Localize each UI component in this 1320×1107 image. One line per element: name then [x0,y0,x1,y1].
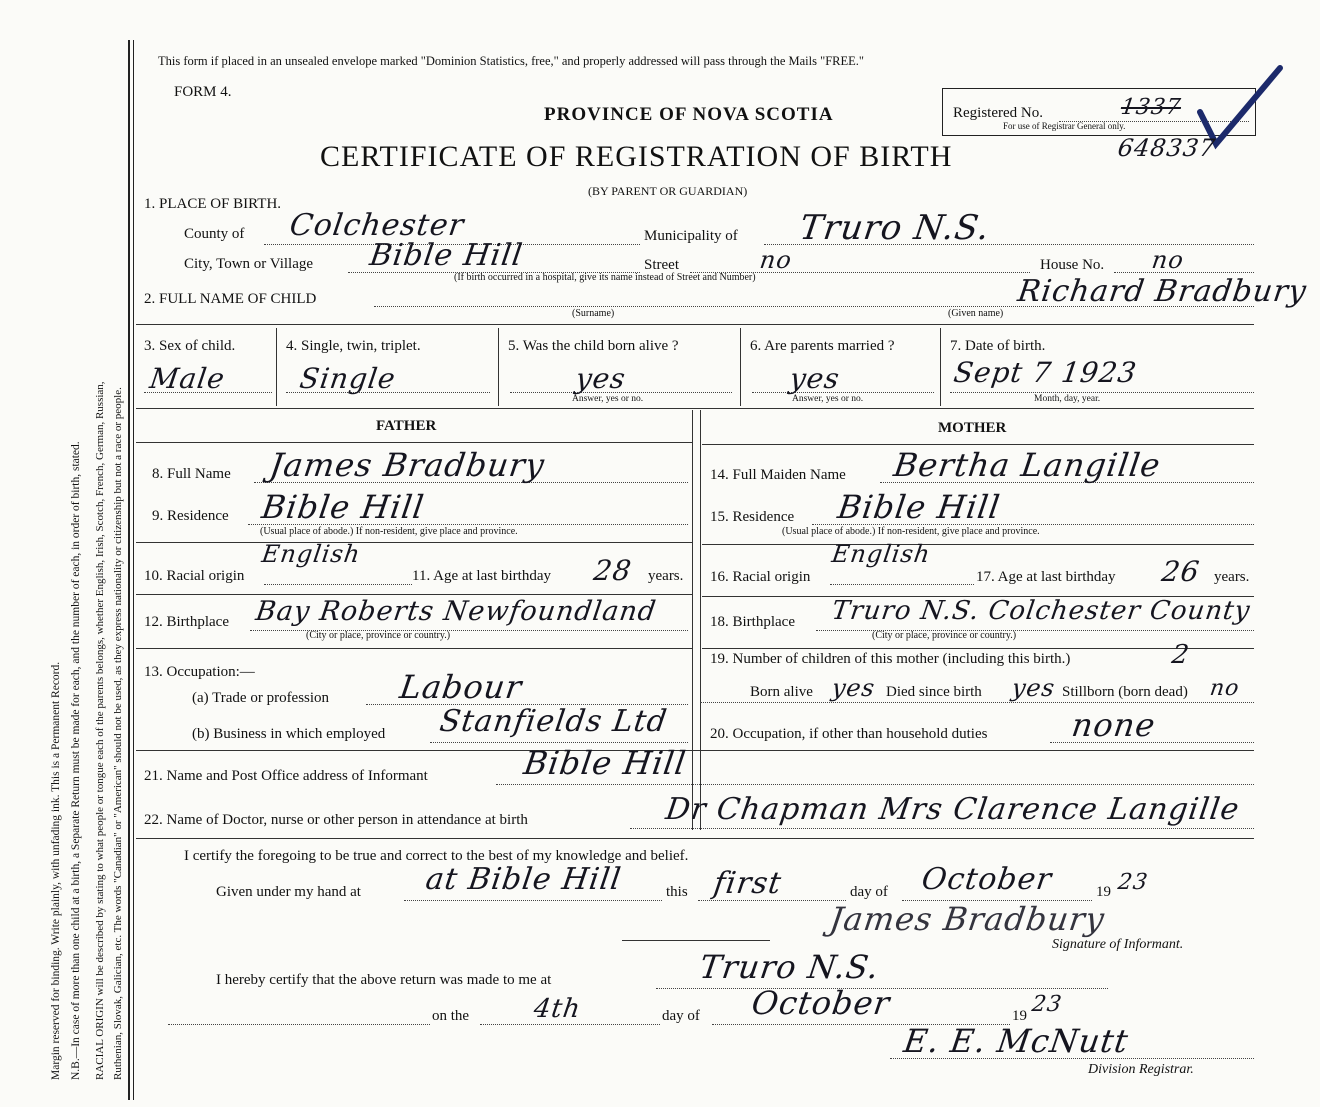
doctor-label: 22. Name of Doctor, nurse or other person in attendance at birth [144,812,528,828]
father-heading: FATHER [376,418,437,434]
informant-signature: James Bradbury [827,900,1108,938]
doctor-value: Dr Chapman Mrs Clarence Langille [663,792,1242,827]
house-no-label: House No. [1040,257,1105,273]
given-year-value: 23 [1116,870,1150,895]
father-business-label: (b) Business in which employed [192,726,386,742]
child-name-value: Richard Bradbury [1015,274,1310,309]
mother-birthplace-value: Truro N.S. Colchester County [829,596,1253,626]
father-trade-value: Labour [397,668,525,706]
date-of-birth-value: Sept 7 1923 [951,356,1140,389]
municipality-value: Truro N.S. [797,208,993,248]
single-twin-label: 4. Single, twin, triplet. [286,338,421,354]
father-occupation-label: 13. Occupation:— [144,664,255,680]
mother-born-alive-label: Born alive [750,684,813,700]
mother-name-value: Bertha Langille [891,446,1164,484]
city-value: Bible Hill [367,238,526,273]
mail-notice: This form if placed in an unsealed envelope marked "Dominion Statistics, free," and properly addressed will pass through the Mails "FREE." [158,54,865,68]
given-day-of-label: day of [850,884,888,900]
date-of-birth-label: 7. Date of birth. [950,338,1046,354]
registrar-day-of-label: day of [662,1008,700,1024]
father-birthplace-label: 12. Birthplace [144,614,229,630]
house-no-value: no [1150,246,1186,274]
registrar-signature: E. E. McNutt [901,1022,1132,1060]
registrar-year-value: 23 [1030,992,1064,1017]
father-residence-label: 9. Residence [152,508,229,524]
father-years-label: years. [648,568,684,584]
this-day-value: first [711,866,784,901]
registered-label: Registered No. [953,105,1043,121]
father-name-value: James Bradbury [267,446,548,484]
place-of-birth-heading: 1. PLACE OF BIRTH. [144,196,282,212]
registered-note: For use of Registrar General only. [1003,121,1126,131]
surname-note: (Surname) [572,308,615,319]
division-registrar-label: Division Registrar. [1088,1062,1194,1077]
parents-married-value: yes [787,362,843,395]
margin-note-racial-origin: RACIAL ORIGIN will be described by stating to what people or tongue each of the parents belongs, whether English, Irish, Scotch, French, German, Russian, [94,381,106,1080]
date-of-birth-note: Month, day, year. [1034,394,1101,404]
child-name-label: 2. FULL NAME OF CHILD [144,291,317,307]
mother-children-value: 2 [1169,640,1192,670]
mother-race-label: 16. Racial origin [710,569,811,585]
mother-occupation-value: none [1069,706,1159,744]
county-value: Colchester [287,208,467,243]
given-month-value: October [919,862,1055,897]
mother-birthplace-label: 18. Birthplace [710,614,795,630]
born-alive-note: Answer, yes or no. [572,394,644,404]
single-twin-value: Single [297,362,398,395]
signature-of-informant-label: Signature of Informant. [1052,937,1184,952]
father-residence-note: (Usual place of abode.) If non-resident, give place and province. [260,526,518,537]
sex-value: Male [147,362,228,395]
mother-died-value: yes [1010,674,1058,702]
street-label: Street [644,257,679,273]
registrar-year-prefix: 19 [1012,1008,1027,1024]
registrar-place-value: Truro N.S. [697,948,882,986]
father-birthplace-note: (City or place, province or country.) [306,630,451,641]
mother-name-label: 14. Full Maiden Name [710,467,846,483]
mother-children-label: 19. Number of children of this mother (including this birth.) [710,651,1071,667]
municipality-label: Municipality of [644,228,738,244]
given-place-value: at Bible Hill [423,862,624,897]
parents-married-note: Answer, yes or no. [792,394,864,404]
mother-born-alive-value: yes [830,674,878,702]
informant-label: 21. Name and Post Office address of Informant [144,768,428,784]
registrar-month-value: October [749,984,893,1022]
father-race-value: English [260,540,363,568]
form-number: FORM 4. [174,84,232,100]
mother-heading: MOTHER [938,420,1007,436]
street-value: no [758,246,794,274]
margin-note-binding: Margin reserved for binding. Write plainly, with unfading ink. This is a Permanent Record. [50,661,62,1080]
born-alive-label: 5. Was the child born alive ? [508,338,679,354]
mother-age-label: 17. Age at last birthday [976,569,1116,585]
mother-stillborn-label: Stillborn (born dead) [1062,684,1188,700]
hospital-note: (If birth occurred in a hospital, give its name instead of Street and Number) [454,272,756,283]
informant-value: Bible Hill [521,744,689,782]
father-business-value: Stanfields Ltd [437,704,670,739]
registrar-day-value: 4th [531,994,583,1024]
mother-race-value: English [830,540,933,568]
mother-occupation-label: 20. Occupation, if other than household duties [710,726,988,742]
mother-residence-value: Bible Hill [835,488,1003,526]
margin-note-multiple-births: N.B.—In case of more than one child at a birth, a Separate Return must be made for each, and the number of each, in order of birth, stated. [70,441,82,1080]
mother-residence-note: (Usual place of abode.) If non-resident, give place and province. [782,526,1040,537]
given-year-prefix: 19 [1096,884,1111,900]
given-under-label: Given under my hand at [216,884,361,900]
mother-stillborn-value: no [1208,676,1242,701]
province-heading: PROVINCE OF NOVA SCOTIA [544,104,834,125]
margin-note-racial-origin-2: Ruthenian, Slovak, Galician, etc. The words "Canadian" or "American" should not be used, as they express nationality or citizenship but not a race or people. [112,387,124,1080]
registration-number-handwritten: 648337 [1116,134,1218,162]
this-label: this [666,884,688,900]
certificate-subtitle: (BY PARENT OR GUARDIAN) [588,184,748,198]
registered-value: 1337 [1119,95,1183,120]
born-alive-value: yes [573,362,629,395]
father-name-label: 8. Full Name [152,466,231,482]
father-birthplace-value: Bay Roberts Newfoundland [253,596,659,627]
mother-residence-label: 15. Residence [710,509,795,525]
registrar-statement: I hereby certify that the above return was made to me at [216,972,552,988]
binding-rule-inner [133,40,134,1100]
county-label: County of [184,226,245,242]
mother-age-value: 26 [1159,555,1202,588]
parents-married-label: 6. Are parents married ? [750,338,895,354]
certificate-title: CERTIFICATE OF REGISTRATION OF BIRTH [320,140,953,173]
mother-birthplace-note: (City or place, province or country.) [872,630,1017,641]
father-residence-value: Bible Hill [259,488,427,526]
city-label: City, Town or Village [184,256,314,272]
mother-years-label: years. [1214,569,1250,585]
binding-rule [128,40,130,1100]
mother-died-label: Died since birth [886,684,982,700]
father-age-value: 28 [591,554,634,587]
sex-label: 3. Sex of child. [144,338,236,354]
given-name-note: (Given name) [948,308,1004,319]
certify-statement: I certify the foregoing to be true and correct to the best of my knowledge and belief. [184,848,689,864]
on-the-label: on the [432,1008,470,1024]
father-race-label: 10. Racial origin [144,568,245,584]
father-age-label: 11. Age at last birthday [412,568,551,584]
father-trade-label: (a) Trade or profession [192,690,330,706]
